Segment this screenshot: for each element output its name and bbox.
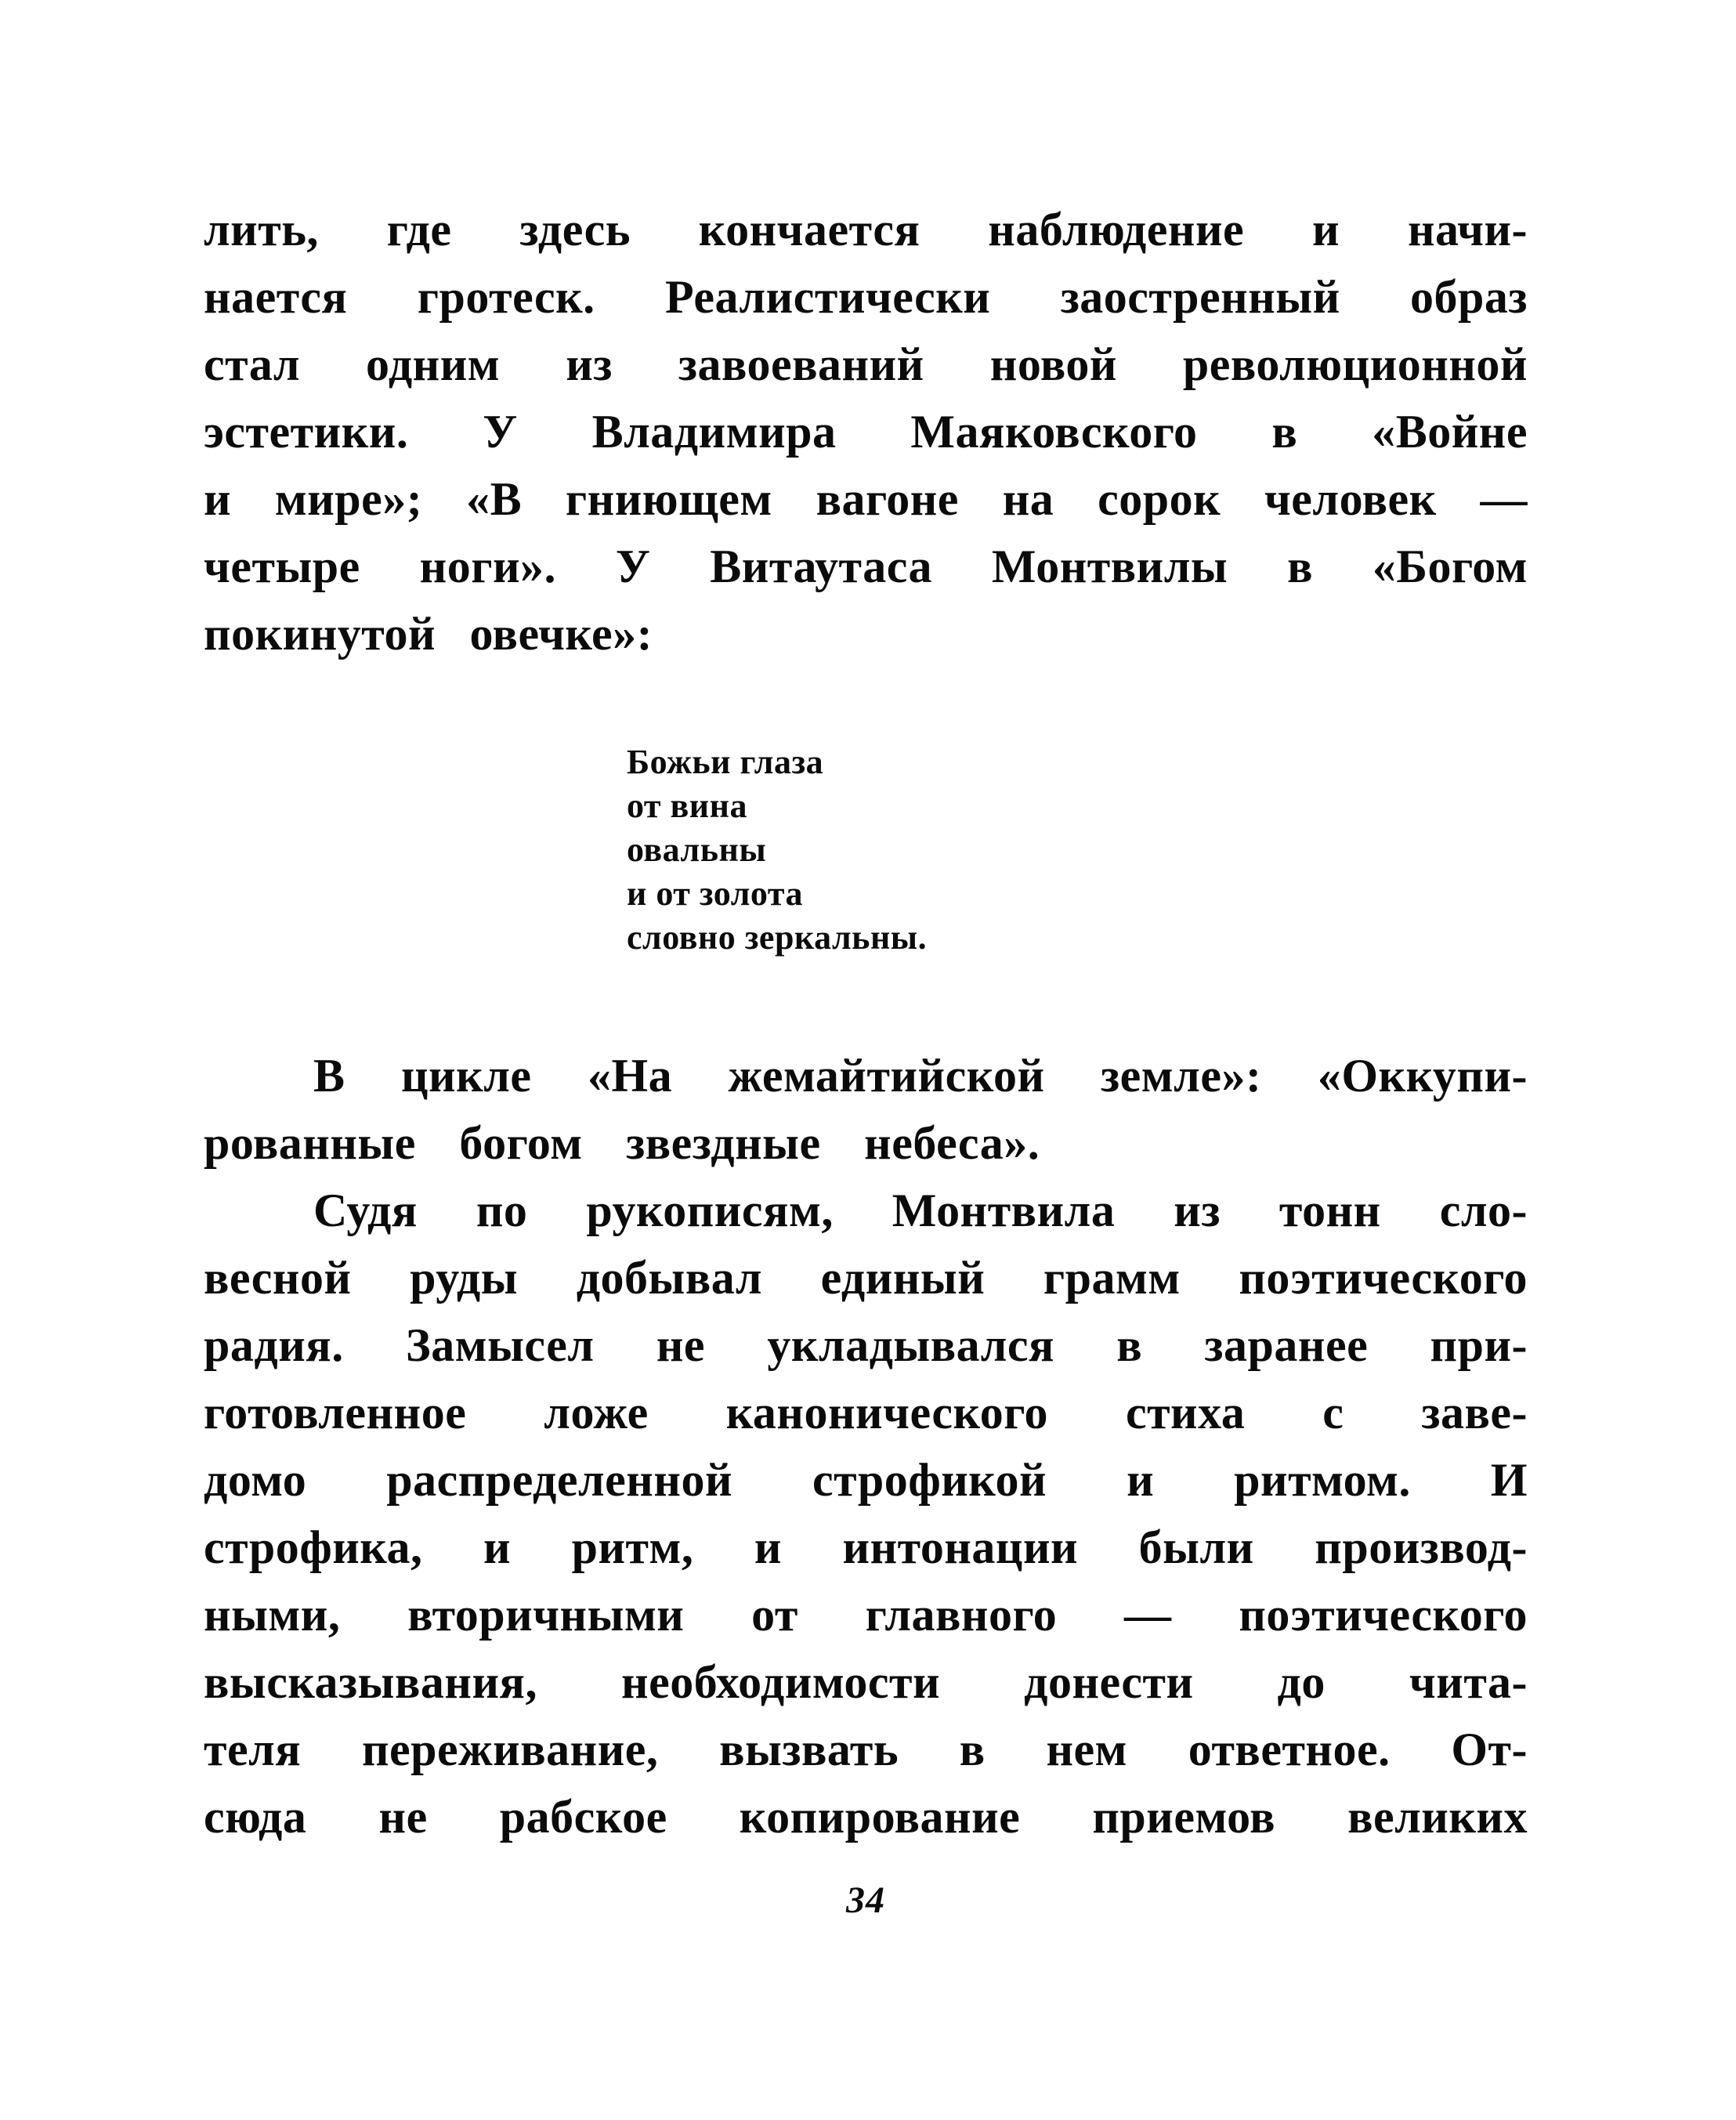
text-line: нается гротеск. Реалистически заостренный образ <box>204 271 1528 323</box>
text-line: лить, где здесь кончается наблюдение и начи- <box>204 204 1528 255</box>
verse-line: словно зеркальны. <box>627 918 928 957</box>
text-line: ными, вторичными от главного — поэтического <box>204 1589 1528 1641</box>
paragraph-2 <box>204 1042 1528 1177</box>
text-line: домо распределенной строфикой и ритмом. И <box>204 1454 1528 1506</box>
text-block <box>204 196 1528 1850</box>
text-line: готовленное ложе канонического стиха с заве- <box>204 1387 1528 1438</box>
page-number: 34 <box>846 1879 885 1921</box>
verse-line: от вина <box>627 787 747 825</box>
text-line: теля переживание, вызвать в нем ответное. От- <box>204 1724 1528 1775</box>
text-line: рованные богом звездные небеса». <box>204 1117 1040 1169</box>
paragraph-3 <box>204 1177 1528 1850</box>
verse-line: Божьи глаза <box>627 743 824 781</box>
text-line: покинутой овечке»: <box>204 608 653 660</box>
text-line: В цикле «На жемайтийской земле»: «Оккупи- <box>313 1050 1528 1102</box>
paragraph-1 <box>204 196 1528 667</box>
verse-quote <box>204 740 1528 960</box>
text-line: и мире»; «В гниющем вагоне на сорок человек — <box>204 473 1528 525</box>
text-line: Судя по рукописям, Монтвила из тонн сло- <box>313 1185 1528 1236</box>
verse-line: овальны <box>627 830 767 869</box>
text-line: стал одним из завоеваний новой революционной <box>204 338 1528 390</box>
text-line: строфика, и ритм, и интонации были производ- <box>204 1521 1528 1573</box>
text-line: четыре ноги». У Витаутаса Монтвилы в «Богом <box>204 541 1528 592</box>
text-line: высказывания, необходимости донести до чита- <box>204 1656 1528 1708</box>
text-line: радия. Замысел не укладывался в заранее при- <box>204 1319 1528 1371</box>
text-line: эстетики. У Владимира Маяковского в «Войне <box>204 406 1528 458</box>
text-line: сюда не рабское копирование приемов великих <box>204 1791 1528 1843</box>
text-line: весной руды добывал единый грамм поэтического <box>204 1252 1528 1304</box>
verse-line: и от золота <box>627 874 803 913</box>
